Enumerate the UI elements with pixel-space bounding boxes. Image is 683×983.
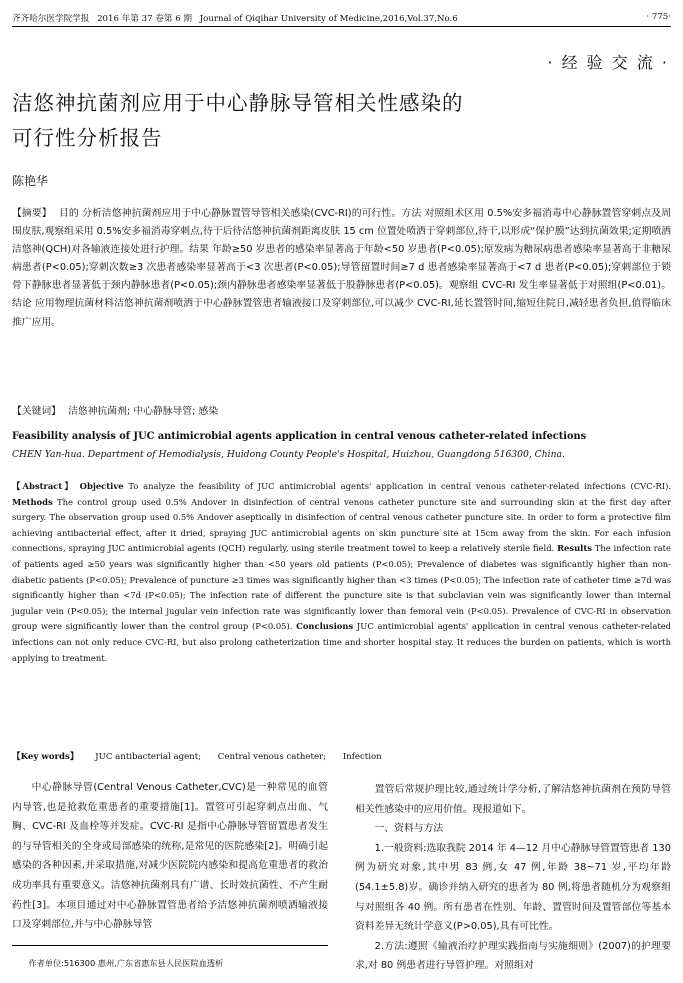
author-affiliation-footnote: 作者单位:516300 惠州,广东省惠东县人民医院血透析 (12, 945, 328, 969)
title-line-2: 可行性分析报告 (12, 126, 163, 150)
body-paragraph: 置管后常规护理比较,通过统计学分析,了解洁悠神抗菌剂在预防导管相关性感染中的应用价值。现报道如下。 (355, 784, 671, 815)
cn-keyword: 感染 (198, 406, 219, 417)
conclusions-label: Conclusions (296, 621, 354, 632)
body-paragraph: 2.方法:遵照《输液治疗护理实践指南与实施细则》(2007)的护理要求,对 80 例患者进行导管护理。对照组对 (355, 940, 671, 972)
body-left-column (12, 778, 328, 935)
results-label: Results (557, 543, 592, 554)
article-title (12, 86, 612, 156)
objective-label: Objective (79, 481, 124, 491)
header-journal-en: Journal of Qiqihar University of Medicine,2016,Vol.37,No.6 (199, 14, 458, 24)
body-paragraph: 中心静脉导管(Central Venous Catheter,CVC)是一种常见的血管内导管,也是抢救危重患者的重要措施[1]。置管可引起穿刺点出血、气胸、CVC-RI 及血栓等并发症。CVC-RI 是指中心静脉导管留置患者发生的与导管相关的全身或局部感染的统称,是常见的医院感染[2]。明确引起感染的各种因素,并采取措施,对减少医院院内感染和提高危重患者的救治成功率具有重要意义。洁悠神抗菌剂具有广谱、长时效抗菌性、不产生耐药性[3]。本项目通过对中心静脉置管患者给予洁悠神抗菌剂喷洒输液接口及穿刺部位,并与中心静脉导管 (12, 782, 328, 931)
en-abstract-label: 【Abstract】 (12, 481, 75, 491)
header-journal-cn: 齐齐哈尔医学院学报 (12, 14, 90, 24)
english-title: Feasibility analysis of JUC antimicrobial agents application in central venous catheter-related infections (12, 431, 587, 442)
en-keywords-label: 【Key words】 (12, 752, 79, 762)
cn-keyword: 中心静脉导管; (133, 406, 196, 417)
english-author: CHEN Yan-hua. Department of Hemodialysis, Huidong County People's Hospital, Huizhou, Guangdong 516300, China. (12, 449, 565, 460)
header-journal-info (12, 12, 463, 24)
english-abstract (12, 479, 671, 666)
section-tag: · 经 验 交 流 · (547, 53, 669, 72)
methods-text: The control group used 0.5% Andover in disinfection of central venous catheter puncture site and surrounding skin at the first day after surgery. The observation group used 0.5% Andover aseptically in disinfection of central venous catheter puncture site. In order to form a protective film achieving antibacterial effect, after it dried, spraying JUC antimicrobial agents on skin puncture site at 15cm away from the skin. For each infusion connections, spraying JUC antimicrobial agents (QCH) regularly, using sterile treatment towel to keep a relatively sterile field. (12, 496, 671, 554)
conclusions-text: JUC antimicrobial agents' application in central venous catheter-related infections can not only reduce CVC-RI, but also prolong catheterization time and shorter hospital stay. It reduces the burden on patients, which is worth applying to treatment. (12, 621, 672, 663)
header-issue-cn: 2016 年第 37 卷第 6 期 (97, 14, 192, 24)
running-header (12, 12, 671, 27)
section-heading: 一、资料与方法 (374, 823, 444, 835)
chinese-abstract (12, 205, 671, 332)
cn-keywords-label: 【关键词】 (12, 406, 61, 417)
en-keyword: Infection (342, 752, 382, 762)
cn-keyword: 洁悠神抗菌剂; (68, 406, 131, 417)
cn-abstract-text: 目的 分析洁悠神抗菌剂应用于中心静脉置管导管相关感染(CVC-RI)的可行性。方法 对照组术区用 0.5%安多福消毒中心静脉置管穿刺点及周围皮肤,观察组采用 0.5%安多福消毒穿刺点,待干后待洁悠神抗菌剂距离皮肤 15 cm 位置处喷洒于穿刺部位,待干,以形成“保护膜”达到抗菌效果;定期喷洒洁悠神(QCH)对各输液连接处进行护理。结果 年龄≥50 岁患者的感染率显著高于年龄<50 岁患者(P<0.05);原发病为糖尿病患者感染率显著高于非糖尿病患者(P<0.05);穿刺次数≥3 次患者感染率显著高于<3 次患者(P<0.05);导管留置时间≥7 d 患者感染率显著高于<7 d 患者(P<0.05);穿刺部位于锁骨下静脉患者显著低于颈内静脉患者(P<0.05);颈内静脉患者感染率显著低于股静脉患者(P<0.05)。观察组 CVC-RI 发生率显著低于对照组(P<0.01)。结论 应用物理抗菌材料洁悠神抗菌剂喷洒于中心静脉置管患者输液接口及穿刺部位,可以减少 CVC-RI,延长置管时间,缩短住院日,减轻患者负担,值得临床推广应用。 (12, 208, 671, 328)
title-line-1: 洁悠神抗菌剂应用于中心静脉导管相关性感染的 (12, 91, 464, 115)
en-keyword: Central venous catheter; (217, 752, 327, 762)
author-name: 陈艳华 (12, 174, 49, 188)
body-paragraph: 1.一般资料:选取我院 2014 年 4—12 月中心静脉导管置管患者 130 例为研究对象,其中男 83 例,女 47 例,年龄 38~71 岁,平均年龄(54.1±5.8)岁。确诊并纳入研究的患者为 80 例,将患者随机分为观察组与对照组各 40 例。所有患者在性别、年龄、置管时间及置管部位等基本资料差异无统计学意义(P>0.05),具有可比性。 (355, 842, 671, 933)
header-page-number: · 775· (646, 12, 671, 22)
objective-text: To analyze the feasibility of JUC antimicrobial agents' application in central venous catheter-related infections (CVC-RI). (128, 481, 672, 491)
body-right-column (355, 780, 671, 976)
results-text: The infection rate of patients aged ≥50 years was significantly higher than <50 years old patients (P<0.05); Prevalence of diabetes was significantly higher than non-diabetic patients (P<0.05); Prevalence of puncture ≥3 times was significantly higher than <3 times (P<0.05); The infection rate of catheter time ≥7d was significantly higher than <7d (P<0.05); The infection rate of different the puncture site is that subclavian vein was significantly lower than internal jugular vein (P<0.05); the internal jugular vein infection rate was significantly lower than femoral vein (P<0.05). Prevalence of CVC-RI in observation group were significantly lower than the control group (P<0.05). (12, 543, 671, 632)
cn-abstract-label: 【摘要】 (12, 208, 52, 219)
english-keywords (12, 750, 671, 762)
chinese-keywords (12, 403, 671, 417)
en-keyword: JUC antibacterial agent; (95, 752, 202, 762)
methods-label: Methods (12, 496, 53, 507)
